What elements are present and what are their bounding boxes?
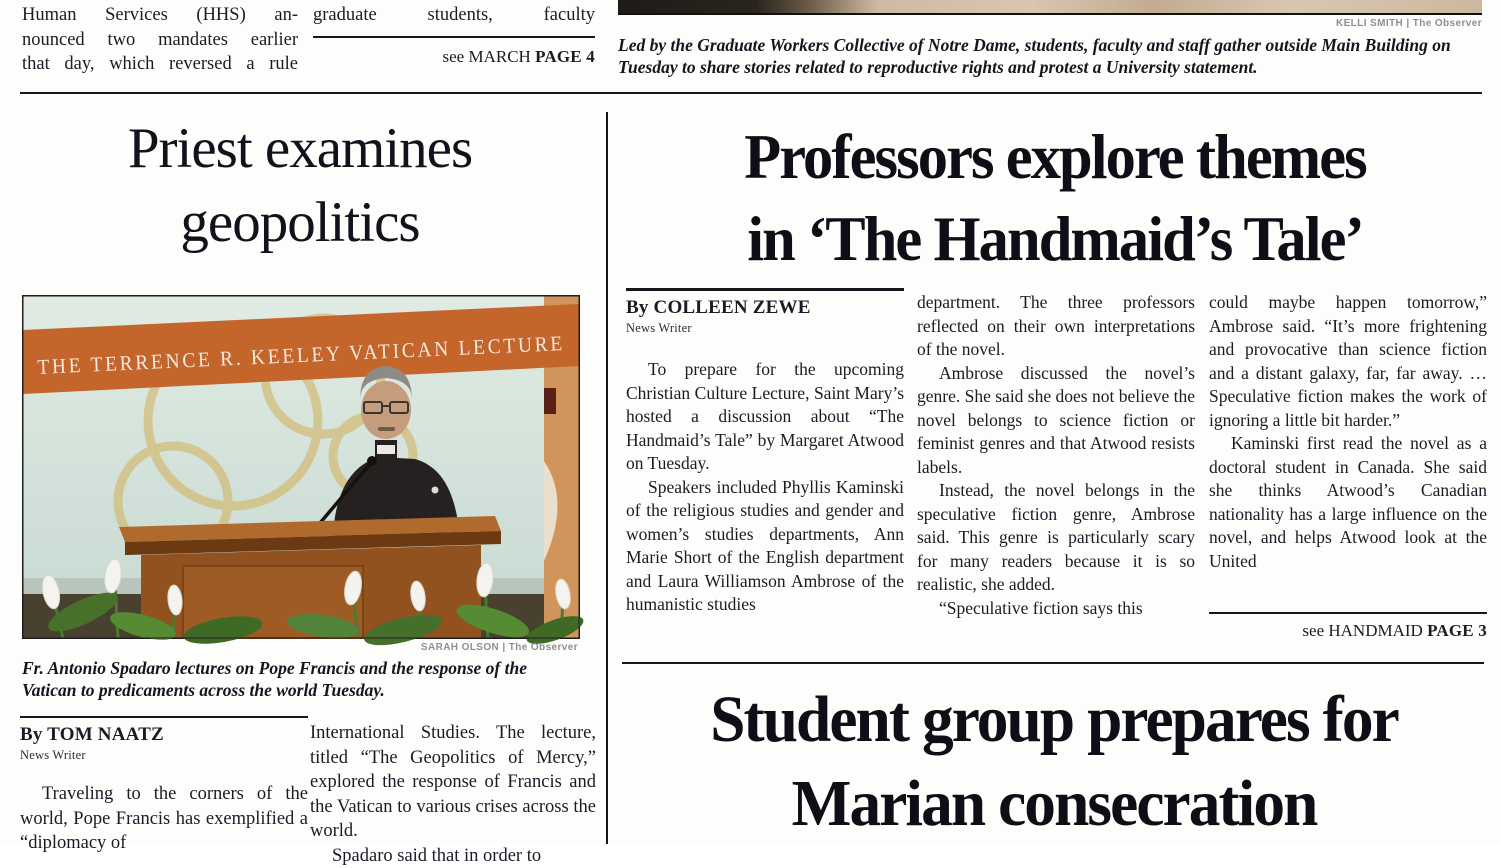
article-paragraph: To prepare for the upcoming Christian Culture Lecture, Saint Mary’s hosted a discussion about “The Handmaid’s Tale” by Margaret Atwood on Tuesday. [626, 358, 904, 476]
jump-line-march [313, 45, 595, 70]
headline-line: geopolitics [20, 186, 580, 260]
author-title: News Writer [20, 748, 308, 763]
article-paragraph: Traveling to the corners of the world, Pope Francis has exemplified a “diplomacy of [20, 782, 308, 856]
section-divider-horizontal [20, 92, 1482, 94]
photo-credit: KELLI SMITH | The Observer [618, 18, 1482, 29]
byline: By COLLEEN ZEWE [626, 297, 904, 319]
handmaid-headline [642, 116, 1468, 280]
priest-article-col2 [310, 721, 596, 868]
handmaid-article-col3 [1209, 291, 1487, 573]
priest-headline [20, 112, 580, 260]
top-photo-sliver [618, 0, 1482, 15]
article-paragraph: Speakers included Phyllis Kaminski of the religious studies and gender and women’s studies departments, Ann Marie Short of the English department and Laura Williamson Ambrose of the humanistic studies [626, 476, 904, 617]
headline-line: Marian consecration [639, 762, 1468, 846]
headline-line: in ‘The Handmaid’s Tale’ [642, 198, 1468, 280]
jump-line-handmaid [1209, 621, 1487, 641]
article-paragraph: Ambrose discussed the novel’s genre. She said she does not believe the novel belongs to science fiction or feminist genres and that Atwood resists labels. [917, 362, 1195, 480]
jump-prefix: see MARCH [443, 47, 531, 66]
byline-block [20, 724, 308, 763]
column-divider-vertical [606, 112, 608, 844]
jump-rule [1209, 612, 1487, 614]
jump-page: PAGE 4 [535, 47, 595, 66]
article-text-line: nounced two mandates earlier [22, 28, 298, 53]
article-paragraph: “Speculative fiction says this [917, 597, 1195, 621]
photo-credit: SARAH OLSON | The Observer [22, 642, 578, 653]
marian-headline [639, 678, 1468, 846]
photo-caption: Led by the Graduate Workers Collective of Notre Dame, students, faculty and staff gather outside Main Building on Tuesday to share stories related to reproductive rights and protest a University statement. [618, 34, 1484, 78]
article-paragraph: Instead, the novel belongs in the speculative fiction genre, Ambrose said. This genre is particularly scary for many readers because it is so realistic, she added. [917, 479, 1195, 597]
headline-line: Student group prepares for [639, 678, 1468, 762]
lecture-photo [22, 295, 580, 639]
headline-line: Professors explore themes [642, 116, 1468, 198]
byline: By TOM NAATZ [20, 724, 308, 746]
article-paragraph: Kaminski first read the novel as a doctoral student in Canada. She said she thinks Atwood’s Canadian nationality has a large influence on the novel, and helps Atwood look at the United [1209, 432, 1487, 573]
headline-line: Priest examines [20, 112, 580, 186]
article-text-line: Human Services (HHS) an- [22, 3, 298, 28]
lecture-photo-illustration [23, 296, 579, 638]
photo-caption: Fr. Antonio Spadaro lectures on Pope Francis and the response of the Vatican to predicaments across the world Tuesday. [22, 657, 580, 701]
article-paragraph: could maybe happen tomorrow,” Ambrose said. “It’s more frightening and provocative than science fiction and a distant galaxy, far, far away. … Speculative fiction makes the work of ignoring a little bit harder.” [1209, 291, 1487, 432]
article-text-line: graduate students, faculty [313, 3, 595, 28]
byline-rule [20, 716, 308, 718]
banner-text: THE TERRENCE R. KEELEY VATICAN LECTURE [37, 331, 566, 379]
byline-rule [626, 288, 904, 291]
jump-page: PAGE 3 [1427, 621, 1487, 640]
article-paragraph: Spadaro said that in order to [310, 844, 596, 868]
article-paragraph: department. The three professors reflected on their own interpretations of the novel. [917, 291, 1195, 362]
handmaid-article-col2 [917, 291, 1195, 620]
author-title: News Writer [626, 321, 904, 336]
article-paragraph: International Studies. The lecture, titled “The Geopolitics of Mercy,” explored the response of Francis and the Vatican to various crises across the world. [310, 721, 596, 844]
story-divider-horizontal [622, 662, 1484, 664]
handmaid-article-col1 [626, 358, 904, 617]
byline-block [626, 297, 904, 336]
priest-article-col1 [20, 782, 308, 856]
top-left-article-fragment [22, 3, 298, 77]
jump-prefix: see HANDMAID [1302, 621, 1422, 640]
top-middle-article-fragment [313, 3, 595, 69]
jump-rule [313, 36, 595, 38]
article-text-line: that day, which reversed a rule [22, 52, 298, 77]
